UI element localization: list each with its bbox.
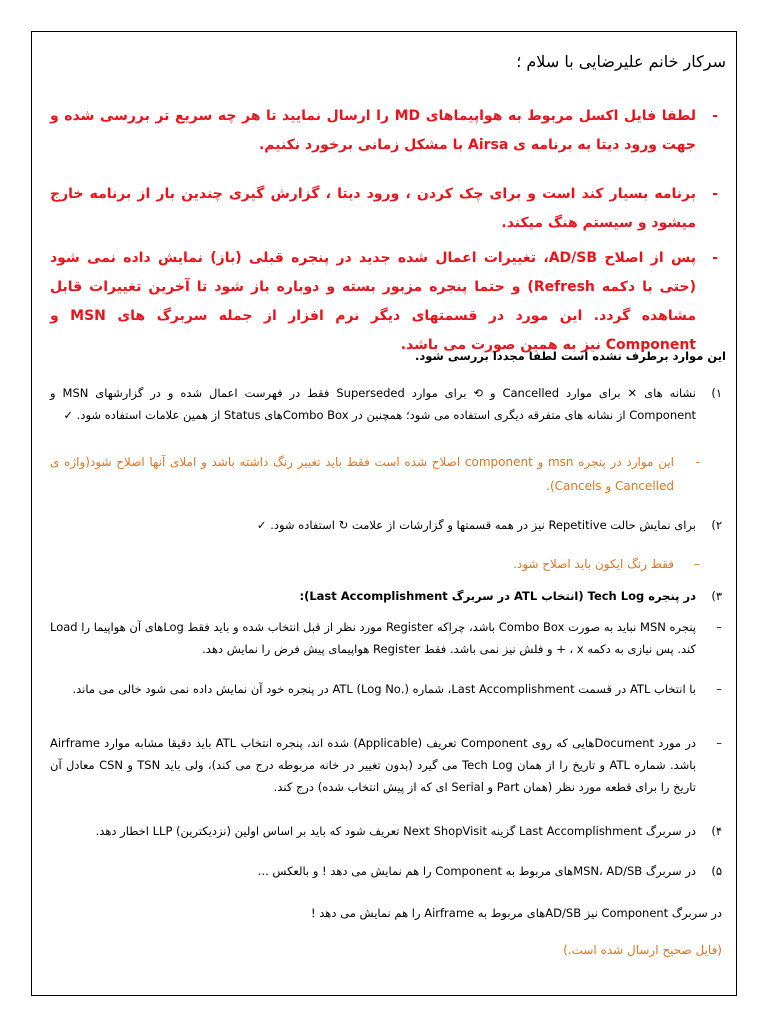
bullet-dash: – xyxy=(694,557,700,571)
item-3-sub-3 xyxy=(32,732,736,806)
bullet-dash: - xyxy=(712,250,718,266)
document-page xyxy=(31,31,737,996)
item-5-note xyxy=(32,938,736,962)
item-2-text: برای نمایش حالت Repetitive نیز در همه قسمتها و گزارشات از علامت ↻ استفاده شود. ✓ xyxy=(256,518,696,532)
item-5-note-text: (فایل صحیح ارسال شده است.) xyxy=(563,943,722,957)
item-4-text: در سربرگ Last Accomplishment گزینه Next ShopVisit تعریف شود که باید بر اساس اولین (نزدیکترین) LLP اخطار دهد. xyxy=(95,824,696,838)
item-5-text-2: در سربرگ Component نیز AD/SBهای مربوط به Airframe را هم نمایش می دهد ! xyxy=(311,906,722,920)
item-3-number: ۳) xyxy=(711,589,722,603)
red-item-3 xyxy=(32,244,736,353)
item-5 xyxy=(32,860,736,884)
red-item-2-text: برنامه بسیار کند است و برای چک کردن ، ورود دیتا ، گزارش گیری چندین بار از برنامه خارج میشود و سیستم هنگ میکند. xyxy=(50,186,696,231)
item-3-sub-2-text: با انتخاب ATL در قسمت Last Accomplishment، شماره (.Log No) ATL در پنجره خود آن نمایش داده نمی شود خالی می ماند. xyxy=(72,682,696,696)
item-3 xyxy=(32,585,736,609)
bullet-dash: - xyxy=(695,455,700,469)
greeting: سرکار خانم علیرضایی با سلام ؛ xyxy=(516,52,726,71)
item-1-note xyxy=(32,450,736,500)
bullet-dash: – xyxy=(716,620,722,634)
item-1-text: نشانه های ✕ برای موارد Cancelled و ⟲ برای موارد Superseded فقط در فهرست اعمال شده و در گزارشهای MSN و Component از نشانه های متفرقه دیگری استفاده می شود؛ همچنین در Combo Boxهای Status از همین علامات استفاده شود. ✓ xyxy=(50,386,696,422)
item-4-number: ۴) xyxy=(711,824,722,838)
item-2-note xyxy=(32,552,736,576)
item-4 xyxy=(32,820,736,844)
red-item-2 xyxy=(32,180,736,240)
intro-text: این موارد برطرف نشده است لطفا مجددا بررسی شود. xyxy=(415,349,726,363)
bullet-dash: – xyxy=(716,736,722,750)
red-item-1-text: لطفا فایل اکسل مربوط به هواپیماهای MD را ارسال نمایید تا هر چه سریع تر بررسی شده و جهت ورود دیتا به برنامه ی Airsa با مشکل زمانی برخورد نکنیم. xyxy=(50,108,696,153)
item-3-sub-1 xyxy=(32,616,736,666)
item-5-line-2 xyxy=(32,902,736,926)
bullet-dash: - xyxy=(712,108,718,124)
bullet-dash: - xyxy=(712,186,718,202)
item-3-text: در پنجره Tech Log (انتخاب ATL در سربرگ Last Accomplishment): xyxy=(299,589,696,603)
item-5-number: ۵) xyxy=(711,864,722,878)
bullet-dash: – xyxy=(716,682,722,696)
item-5-text: در سربرگ MSN، AD/SBهای مربوط به Component را هم نمایش می دهد ! و بالعکس ... xyxy=(257,864,696,878)
item-3-sub-3-text: در مورد Documentهایی که روی Component تعریف (Applicable) شده اند، پنجره انتخاب ATL باید دقیقا مشابه موارد Airframe باشد. شماره ATL و تاریخ را از همان Tech Log می گیرد (بدون تغییر در خانه مربوطه درج می کند)، ولی باید TSN و CSN معادل آن تاریخ را برای قطعه مورد نظر (همان Part و Serial ای که از پیش انتخاب شده) درج کند. xyxy=(50,736,697,794)
item-1-note-text: این موارد در پنجره msn و component اصلاح شده است فقط باید تغییر رنگ داشته باشد و املای آنها اصلاح شود(واژه ی Cancelled و Cancels). xyxy=(50,455,674,493)
item-2 xyxy=(32,514,736,538)
item-1-number: ۱) xyxy=(711,386,722,400)
item-1 xyxy=(32,382,736,432)
red-item-1 xyxy=(32,102,736,162)
item-2-number: ۲) xyxy=(711,518,722,532)
red-item-3-text: پس از اصلاح AD/SB، تغییرات اعمال شده جدید در پنجره قبلی (باز) نمایش داده نمی شود (حتی با دکمه Refresh) و حتما پنجره مزبور بسته و دوباره باز شود تا آخرین تغییرات قابل مشاهده گردد. این مورد در قسمتهای دیگر نرم افزار از جمله سربرگ های MSN و Component نیز به همین صورت می باشد. xyxy=(50,250,697,353)
item-2-note-text: فقط رنگ ایکون باید اصلاح شود. xyxy=(513,557,674,571)
item-3-sub-1-text: پنجره MSN نباید به صورت Combo Box باشد، چراکه Register مورد نظر از قبل انتخاب شده و باید فقط Logهای آن هواپیما را Load کند. پس نیازی به دکمه x ، + و فلش نیز نمی باشد. فقط Register هواپیمای پیش فرض را نمایش دهد. xyxy=(50,620,696,656)
item-3-sub-2 xyxy=(32,678,736,728)
